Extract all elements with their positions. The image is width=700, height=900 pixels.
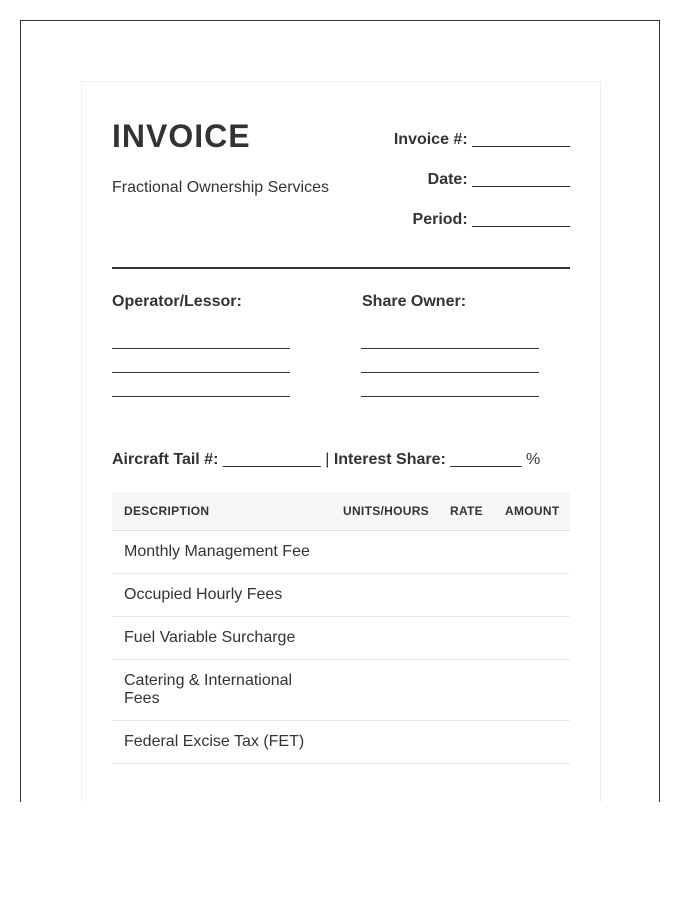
header-divider bbox=[112, 267, 570, 269]
period-label: Period: bbox=[412, 211, 468, 228]
tail-label: Aircraft Tail #: bbox=[112, 451, 219, 468]
operator-line-1 bbox=[112, 348, 290, 349]
operator-line-2 bbox=[112, 372, 290, 373]
owner-line-3 bbox=[361, 396, 539, 397]
operator-label: Operator/Lessor: bbox=[112, 293, 242, 310]
tail-blank: ___________ bbox=[222, 451, 321, 468]
date-label: Date: bbox=[427, 171, 468, 188]
invoice-number-label: Invoice #: bbox=[393, 131, 468, 148]
table-row bbox=[112, 617, 570, 660]
table-row bbox=[112, 660, 570, 721]
row-description: Monthly Management Fee bbox=[124, 543, 310, 560]
separator: | bbox=[325, 451, 330, 468]
table-row bbox=[112, 531, 570, 574]
owner-line-2 bbox=[361, 372, 539, 373]
invoice-number-field bbox=[394, 130, 570, 150]
share-label: Interest Share: bbox=[333, 451, 446, 468]
header-units: UNITS/HOURS bbox=[343, 504, 429, 518]
owner-label: Share Owner: bbox=[362, 293, 467, 310]
header-description: DESCRIPTION bbox=[124, 504, 210, 518]
row-description: Federal Excise Tax (FET) bbox=[124, 733, 305, 750]
owner-line-1 bbox=[361, 348, 539, 349]
invoice-title: INVOICE bbox=[112, 118, 251, 154]
line-items-table bbox=[112, 492, 570, 764]
table-header bbox=[112, 492, 570, 531]
header-rate: RATE bbox=[450, 504, 483, 518]
invoice-subtitle: Fractional Ownership Services bbox=[112, 179, 329, 196]
header-amount: AMOUNT bbox=[505, 504, 560, 518]
table-row bbox=[112, 721, 570, 764]
share-blank: ________ bbox=[450, 451, 522, 468]
date-field bbox=[428, 170, 570, 190]
date-blank: ___________ bbox=[472, 171, 570, 188]
aircraft-row bbox=[112, 450, 540, 470]
table-row bbox=[112, 574, 570, 617]
period-field bbox=[413, 210, 570, 230]
row-description: Occupied Hourly Fees bbox=[124, 586, 283, 603]
row-description: Fuel Variable Surcharge bbox=[124, 629, 296, 646]
invoice-number-blank: ___________ bbox=[472, 131, 570, 148]
percent-sign: % bbox=[525, 451, 541, 468]
row-description: Catering & International Fees bbox=[124, 672, 293, 707]
period-blank: ___________ bbox=[472, 211, 570, 228]
operator-line-3 bbox=[112, 396, 290, 397]
